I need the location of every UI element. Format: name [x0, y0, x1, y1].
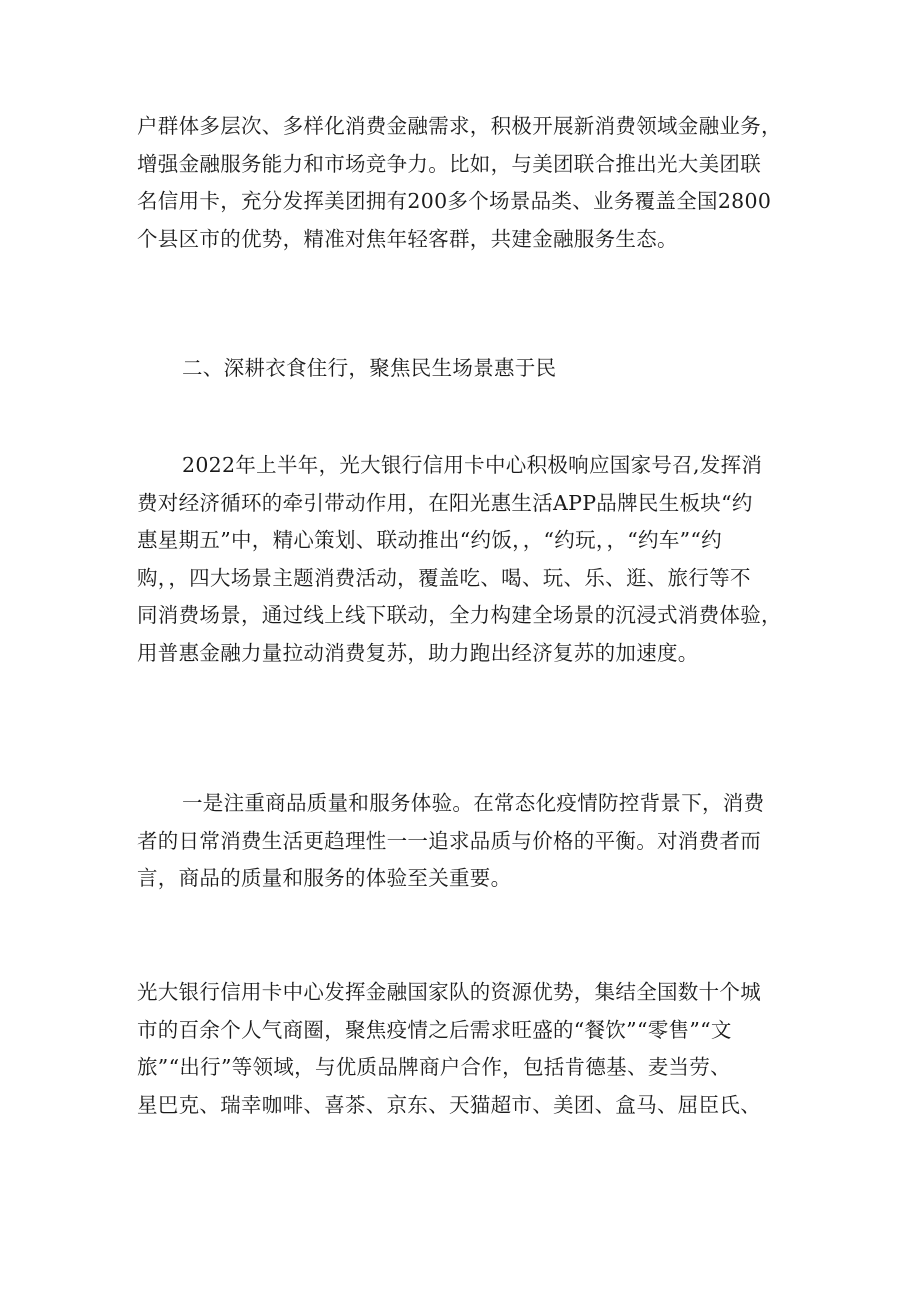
text-line: 2022年上半年，光大银行信用卡中心积极响应国家号召,发挥消	[182, 453, 763, 477]
heading-text: 二、深耕衣食住行，聚焦民生场景惠于民	[182, 356, 557, 380]
text-line: 用普惠金融力量拉动消费复苏，助力跑出经济复苏的加速度。	[137, 640, 699, 665]
text-line: 增强金融服务能力和市场竞争力。比如，与美团联合推出光大美团联	[137, 151, 761, 176]
text-line: 星巴克、瑞幸咖啡、喜茶、京东、天猫超市、美团、盒马、屈臣氏、	[137, 1092, 761, 1117]
text-line: 旅”“出行”等领域，与优质品牌商户合作，包括肯德基、麦当劳、	[137, 1055, 731, 1079]
text-line: 者的日常消费生活更趋理性一一追求品质与价格的平衡。对消费者而	[137, 828, 761, 853]
text-line: 市的百余个人气商圈，聚焦疫情之后需求旺盛的“餐饮”“零售”“文	[137, 1017, 732, 1042]
text-line: 光大银行信用卡中心发挥金融国家队的资源优势，集结全国数十个城	[137, 980, 761, 1004]
text-line: 名信用卡，充分发挥美团拥有200多个场景品类、业务覆盖全国2800	[137, 189, 772, 213]
text-line: 言，商品的质量和服务的体验至关重要。	[137, 866, 512, 890]
text-line: 一是注重商品质量和服务体验。在常态化疫情防控背景下，消费	[182, 791, 765, 815]
paragraph-quality-service	[137, 785, 797, 898]
paragraph-meituan-card	[137, 108, 797, 258]
paragraph-yuehui-friday	[137, 447, 797, 672]
text-line: 费对经济循环的牵引带动作用，在阳光惠生活APP品牌民生板块“约	[137, 490, 753, 515]
text-line: 同消费场景，通过线上线下联动，全力构建全场景的沉浸式消费体验，	[137, 603, 782, 627]
paragraph-merchant-partners	[137, 974, 797, 1124]
text-line: 个县区市的优势，精准对焦年轻客群，共建金融服务生态。	[137, 226, 678, 251]
text-line: 户群体多层次、多样化消费金融需求，积极开展新消费领域金融业务，	[137, 114, 782, 138]
text-line: 购，，四大场景主题消费活动，覆盖吃、喝、玩、乐、逛、旅行等不	[137, 565, 751, 590]
text-line: 惠星期五”中，精心策划、联动推出“约饭，，“约玩，，“约车”“约	[137, 528, 722, 552]
section-heading	[137, 350, 797, 388]
